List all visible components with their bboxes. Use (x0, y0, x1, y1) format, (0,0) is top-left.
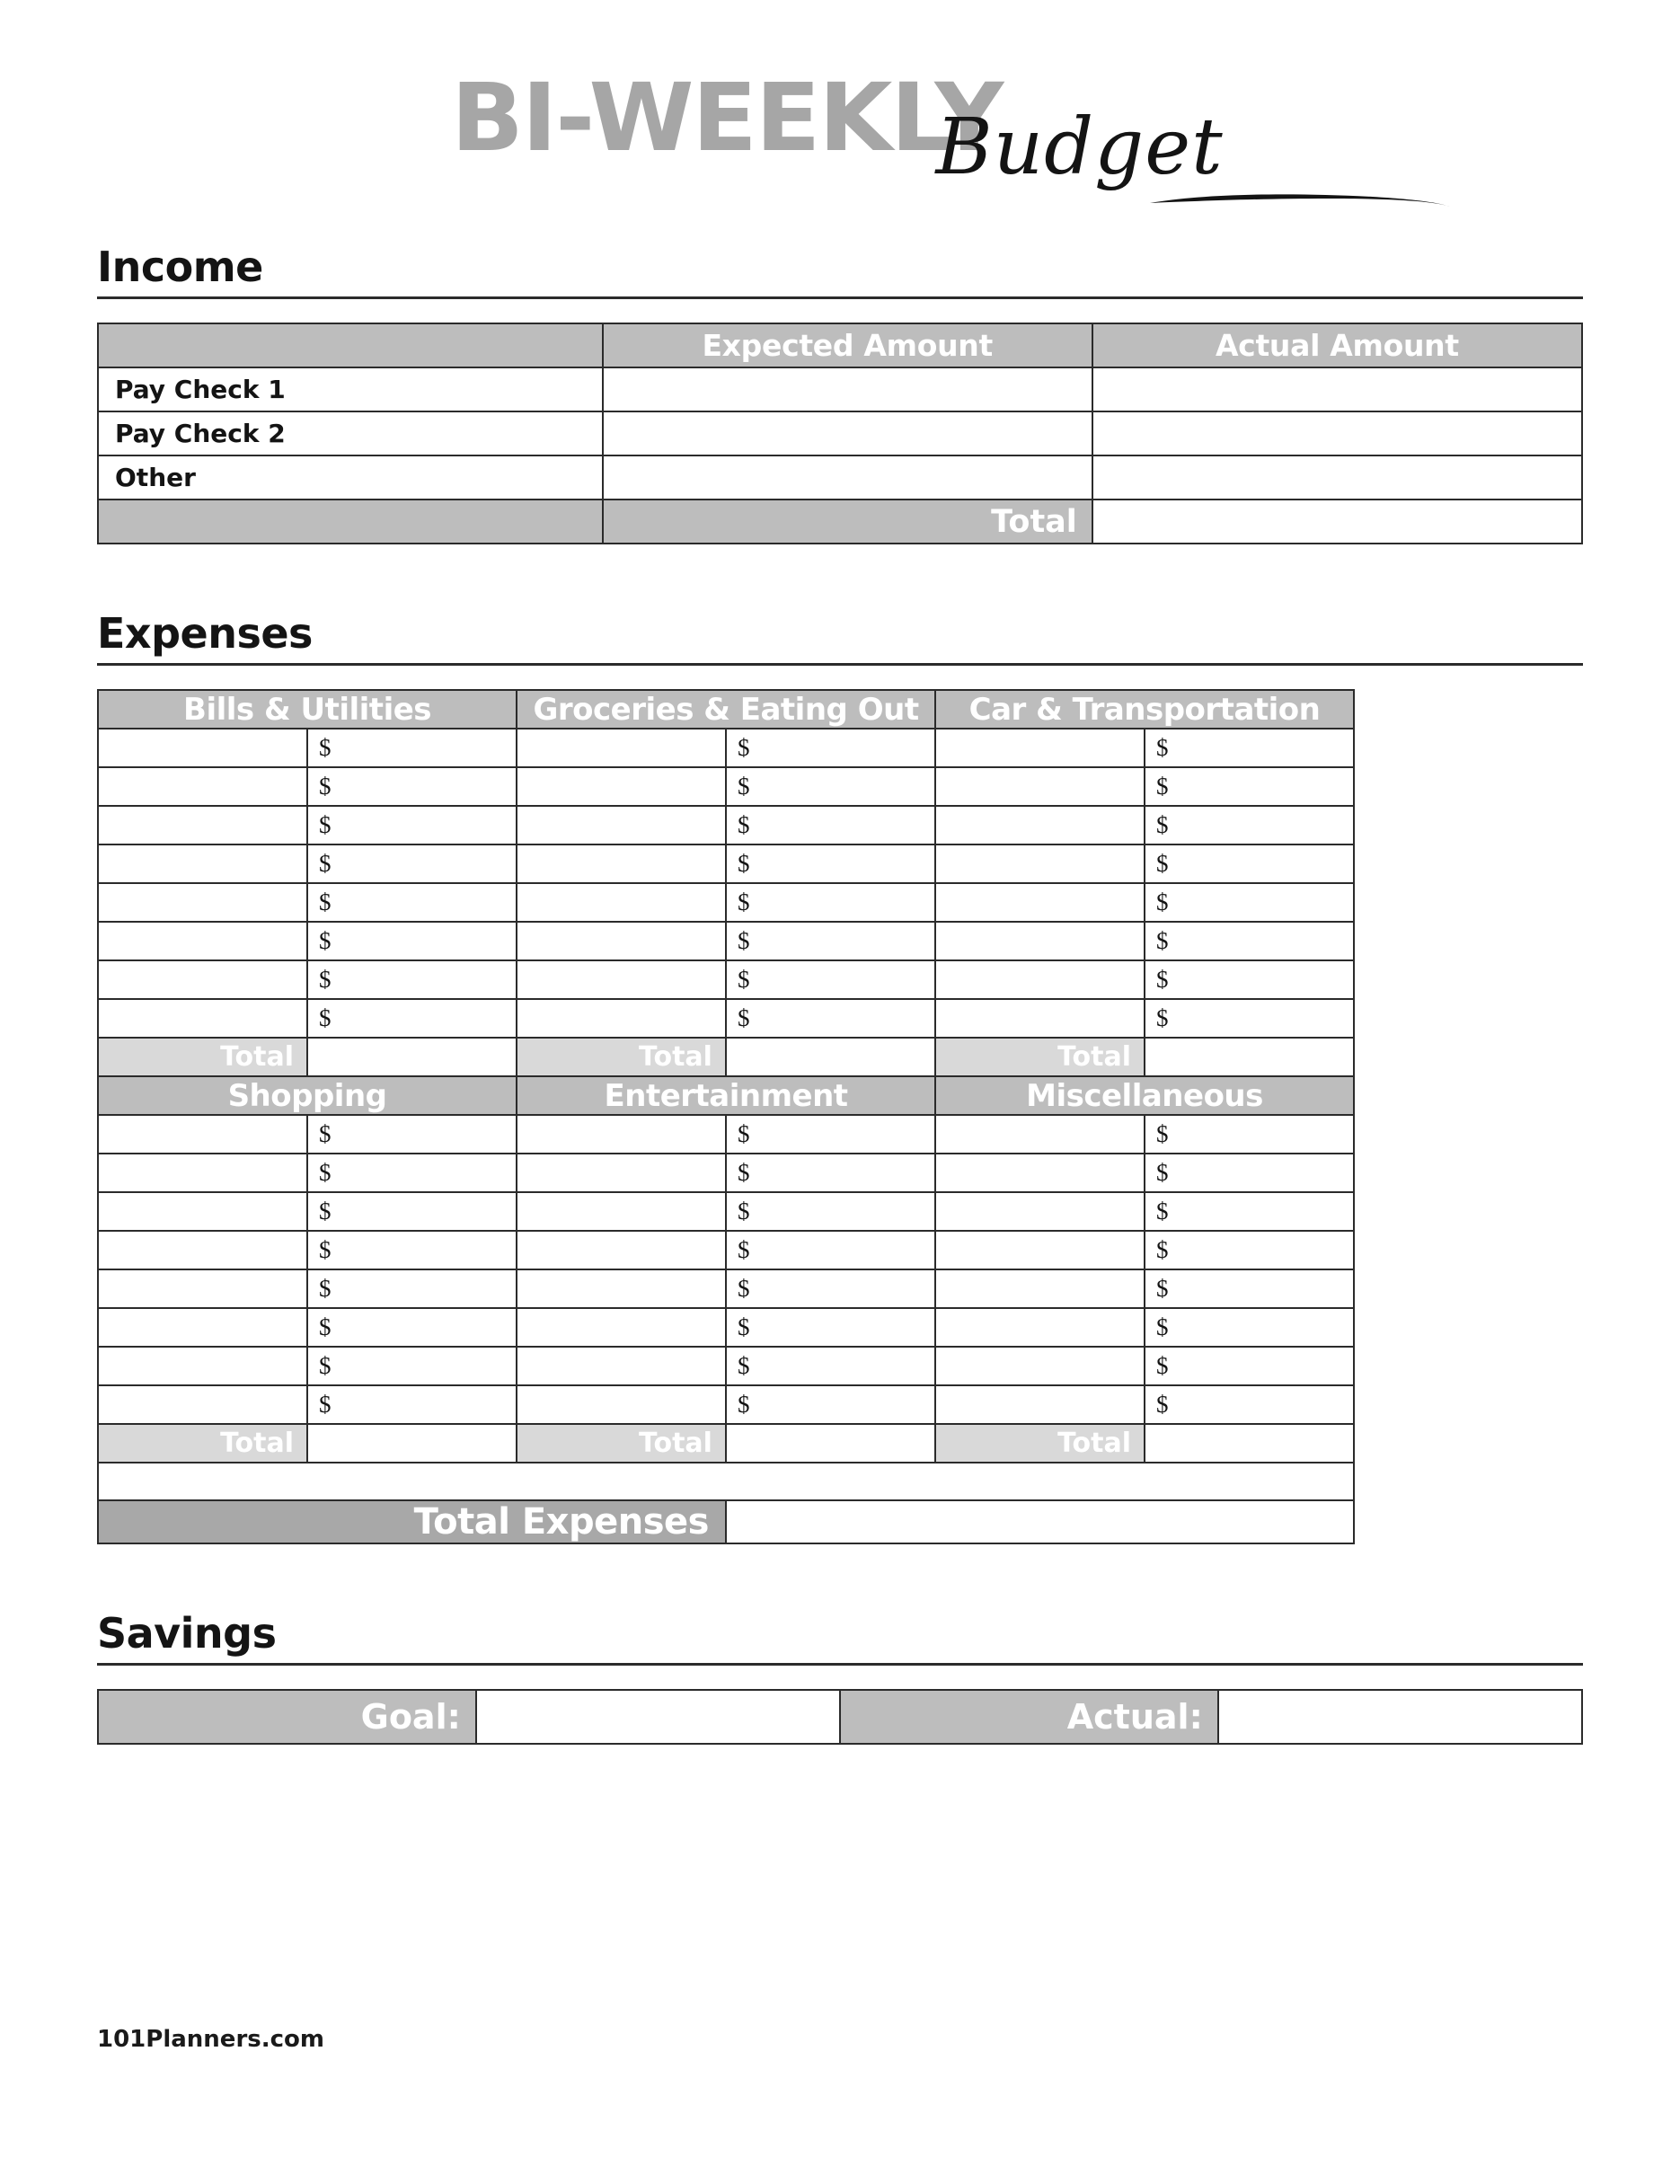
category-total-label-car: Total (935, 1038, 1145, 1076)
expense-amount-misc-8[interactable]: $ (1145, 1385, 1354, 1424)
category-total-value-car[interactable] (1145, 1038, 1354, 1076)
expense-amount-bills-2[interactable]: $ (307, 767, 517, 806)
expense-item-shopping-2[interactable] (98, 1154, 307, 1192)
expense-amount-groceries-1[interactable]: $ (726, 729, 935, 767)
expense-item-entertainment-2[interactable] (517, 1154, 726, 1192)
income-row-label-other: Other (98, 455, 603, 500)
table-row (98, 1192, 1354, 1231)
income-header-actual: Actual Amount (1092, 323, 1582, 367)
expense-item-misc-2[interactable] (935, 1154, 1145, 1192)
expense-amount-entertainment-3[interactable]: $ (726, 1192, 935, 1231)
income-heading-rule (97, 296, 1583, 299)
savings-heading: Savings (97, 1609, 277, 1658)
expense-amount-groceries-7[interactable]: $ (726, 960, 935, 999)
income-table (97, 323, 1583, 544)
expense-amount-groceries-5[interactable]: $ (726, 883, 935, 922)
expense-item-groceries-3[interactable] (517, 806, 726, 844)
expense-item-misc-1[interactable] (935, 1115, 1145, 1154)
income-actual-paycheck1[interactable] (1092, 367, 1582, 411)
expense-amount-misc-2[interactable]: $ (1145, 1154, 1354, 1192)
title-main-text: BI-WEEKLY (451, 63, 1003, 172)
expense-item-bills-8[interactable] (98, 999, 307, 1038)
category-header-car-transportation: Car & Transportation (935, 690, 1354, 729)
savings-actual-value[interactable] (1218, 1690, 1582, 1744)
expense-item-misc-5[interactable] (935, 1269, 1145, 1308)
expense-item-bills-4[interactable] (98, 844, 307, 883)
expense-item-groceries-8[interactable] (517, 999, 726, 1038)
expense-amount-car-7[interactable]: $ (1145, 960, 1354, 999)
expense-item-car-7[interactable] (935, 960, 1145, 999)
expense-amount-car-1[interactable]: $ (1145, 729, 1354, 767)
table-row (98, 1154, 1354, 1192)
income-header-blank (98, 323, 603, 367)
expense-item-shopping-5[interactable] (98, 1269, 307, 1308)
expenses-heading-rule (97, 663, 1583, 666)
expense-item-car-4[interactable] (935, 844, 1145, 883)
category-total-value-bills[interactable] (307, 1038, 517, 1076)
category-total-value-entertainment[interactable] (726, 1424, 935, 1463)
expense-amount-bills-6[interactable]: $ (307, 922, 517, 960)
expense-item-shopping-4[interactable] (98, 1231, 307, 1269)
income-header-expected: Expected Amount (603, 323, 1092, 367)
expense-amount-groceries-4[interactable]: $ (726, 844, 935, 883)
table-row (98, 960, 1354, 999)
category-total-label-bills: Total (98, 1038, 307, 1076)
income-expected-paycheck1[interactable] (603, 367, 1092, 411)
category-header-shopping: Shopping (98, 1076, 517, 1115)
savings-actual-label: Actual: (840, 1690, 1218, 1744)
expense-amount-entertainment-2[interactable]: $ (726, 1154, 935, 1192)
expense-amount-bills-5[interactable]: $ (307, 883, 517, 922)
table-row (98, 411, 1582, 455)
expense-amount-groceries-6[interactable]: $ (726, 922, 935, 960)
table-row (98, 367, 1582, 411)
expense-amount-shopping-8[interactable]: $ (307, 1385, 517, 1424)
expenses-grand-total-row (98, 1500, 1354, 1543)
income-total-row (98, 500, 1582, 544)
expense-item-misc-6[interactable] (935, 1308, 1145, 1347)
expense-amount-car-4[interactable]: $ (1145, 844, 1354, 883)
income-expected-paycheck2[interactable] (603, 411, 1092, 455)
expense-amount-shopping-7[interactable]: $ (307, 1347, 517, 1385)
table-row (98, 455, 1582, 500)
expense-amount-entertainment-8[interactable]: $ (726, 1385, 935, 1424)
expense-item-shopping-6[interactable] (98, 1308, 307, 1347)
income-total-value[interactable] (1092, 500, 1582, 544)
expense-amount-misc-3[interactable]: $ (1145, 1192, 1354, 1231)
income-heading: Income (97, 243, 263, 291)
expenses-category-header-row-2 (98, 1076, 1354, 1115)
expense-amount-groceries-2[interactable]: $ (726, 767, 935, 806)
table-row (98, 999, 1354, 1038)
expense-amount-misc-4[interactable]: $ (1145, 1231, 1354, 1269)
expense-item-groceries-1[interactable] (517, 729, 726, 767)
expense-item-entertainment-4[interactable] (517, 1231, 726, 1269)
savings-table (97, 1689, 1583, 1745)
income-total-spacer (98, 500, 603, 544)
expense-item-shopping-8[interactable] (98, 1385, 307, 1424)
table-row (98, 883, 1354, 922)
document-title (0, 0, 1680, 243)
income-expected-other[interactable] (603, 455, 1092, 500)
expense-item-groceries-2[interactable] (517, 767, 726, 806)
expense-item-entertainment-8[interactable] (517, 1385, 726, 1424)
expense-item-bills-5[interactable] (98, 883, 307, 922)
table-row (98, 1231, 1354, 1269)
expense-item-car-8[interactable] (935, 999, 1145, 1038)
expense-item-misc-3[interactable] (935, 1192, 1145, 1231)
expense-item-car-3[interactable] (935, 806, 1145, 844)
income-actual-other[interactable] (1092, 455, 1582, 500)
expense-amount-bills-7[interactable]: $ (307, 960, 517, 999)
category-total-value-groceries[interactable] (726, 1038, 935, 1076)
expense-amount-bills-4[interactable]: $ (307, 844, 517, 883)
category-header-groceries-eating-out: Groceries & Eating Out (517, 690, 935, 729)
expenses-section (97, 609, 1583, 1544)
expense-amount-car-8[interactable]: $ (1145, 999, 1354, 1038)
expense-item-entertainment-1[interactable] (517, 1115, 726, 1154)
savings-section (97, 1609, 1583, 1745)
title-script-text: Budget (935, 102, 1224, 192)
category-total-label-shopping: Total (98, 1424, 307, 1463)
total-expenses-value[interactable] (726, 1500, 1354, 1543)
expense-amount-groceries-8[interactable]: $ (726, 999, 935, 1038)
category-total-label-misc: Total (935, 1424, 1145, 1463)
expense-item-groceries-4[interactable] (517, 844, 726, 883)
expense-amount-bills-1[interactable]: $ (307, 729, 517, 767)
expense-amount-shopping-5[interactable]: $ (307, 1269, 517, 1308)
expense-item-bills-6[interactable] (98, 922, 307, 960)
category-header-entertainment: Entertainment (517, 1076, 935, 1115)
income-row-label-paycheck1: Pay Check 1 (98, 367, 603, 411)
expense-item-misc-4[interactable] (935, 1231, 1145, 1269)
total-expenses-label: Total Expenses (98, 1500, 726, 1543)
income-row-label-paycheck2: Pay Check 2 (98, 411, 603, 455)
table-row (98, 1385, 1354, 1424)
category-total-label-entertainment: Total (517, 1424, 726, 1463)
expense-amount-shopping-1[interactable]: $ (307, 1115, 517, 1154)
expense-amount-shopping-3[interactable]: $ (307, 1192, 517, 1231)
expense-item-entertainment-3[interactable] (517, 1192, 726, 1231)
expenses-spacer-cell (98, 1463, 1354, 1500)
table-row (98, 767, 1354, 806)
table-row (98, 806, 1354, 844)
expense-amount-shopping-2[interactable]: $ (307, 1154, 517, 1192)
expense-item-car-2[interactable] (935, 767, 1145, 806)
expense-item-bills-7[interactable] (98, 960, 307, 999)
table-row (98, 1269, 1354, 1308)
expense-item-entertainment-6[interactable] (517, 1308, 726, 1347)
income-total-label: Total (603, 500, 1092, 544)
expense-item-car-6[interactable] (935, 922, 1145, 960)
expense-amount-entertainment-7[interactable]: $ (726, 1347, 935, 1385)
expenses-category-header-row-1 (98, 690, 1354, 729)
expense-item-entertainment-5[interactable] (517, 1269, 726, 1308)
table-row (98, 729, 1354, 767)
savings-heading-rule (97, 1663, 1583, 1666)
expense-amount-bills-3[interactable]: $ (307, 806, 517, 844)
expense-amount-car-3[interactable]: $ (1145, 806, 1354, 844)
expense-item-groceries-7[interactable] (517, 960, 726, 999)
expense-item-shopping-1[interactable] (98, 1115, 307, 1154)
expenses-total-row-2 (98, 1424, 1354, 1463)
expense-item-bills-3[interactable] (98, 806, 307, 844)
table-row (98, 1115, 1354, 1154)
expenses-spacer-row (98, 1463, 1354, 1500)
income-section (97, 243, 1583, 544)
expense-amount-shopping-4[interactable]: $ (307, 1231, 517, 1269)
expense-amount-shopping-6[interactable]: $ (307, 1308, 517, 1347)
expense-item-groceries-6[interactable] (517, 922, 726, 960)
expense-amount-entertainment-1[interactable]: $ (726, 1115, 935, 1154)
expense-amount-entertainment-6[interactable]: $ (726, 1308, 935, 1347)
table-row (98, 844, 1354, 883)
expense-item-misc-7[interactable] (935, 1347, 1145, 1385)
expense-amount-misc-6[interactable]: $ (1145, 1308, 1354, 1347)
category-total-label-groceries: Total (517, 1038, 726, 1076)
expense-item-entertainment-7[interactable] (517, 1347, 726, 1385)
expense-item-bills-1[interactable] (98, 729, 307, 767)
income-header-row (98, 323, 1582, 367)
expense-item-groceries-5[interactable] (517, 883, 726, 922)
expenses-table (97, 689, 1355, 1544)
expense-item-bills-2[interactable] (98, 767, 307, 806)
table-row (98, 1347, 1354, 1385)
expense-item-misc-8[interactable] (935, 1385, 1145, 1424)
table-row (98, 922, 1354, 960)
savings-goal-label: Goal: (98, 1690, 476, 1744)
savings-row (98, 1690, 1582, 1744)
expense-amount-misc-5[interactable]: $ (1145, 1269, 1354, 1308)
expense-amount-bills-8[interactable]: $ (307, 999, 517, 1038)
expense-amount-misc-1[interactable]: $ (1145, 1115, 1354, 1154)
expense-amount-car-6[interactable]: $ (1145, 922, 1354, 960)
expense-amount-groceries-3[interactable]: $ (726, 806, 935, 844)
category-header-miscellaneous: Miscellaneous (935, 1076, 1354, 1115)
expense-amount-car-5[interactable]: $ (1145, 883, 1354, 922)
expense-amount-misc-7[interactable]: $ (1145, 1347, 1354, 1385)
expenses-heading: Expenses (97, 609, 313, 658)
savings-goal-value[interactable] (476, 1690, 840, 1744)
category-total-value-shopping[interactable] (307, 1424, 517, 1463)
category-header-bills-utilities: Bills & Utilities (98, 690, 517, 729)
expense-amount-entertainment-5[interactable]: $ (726, 1269, 935, 1308)
expense-item-shopping-3[interactable] (98, 1192, 307, 1231)
expense-item-car-5[interactable] (935, 883, 1145, 922)
footer-brand: 101Planners.com (97, 2026, 324, 2053)
expenses-total-row-1 (98, 1038, 1354, 1076)
income-actual-paycheck2[interactable] (1092, 411, 1582, 455)
expense-amount-car-2[interactable]: $ (1145, 767, 1354, 806)
table-row (98, 1308, 1354, 1347)
expense-amount-entertainment-4[interactable]: $ (726, 1231, 935, 1269)
expense-item-shopping-7[interactable] (98, 1347, 307, 1385)
category-total-value-misc[interactable] (1145, 1424, 1354, 1463)
expense-item-car-1[interactable] (935, 729, 1145, 767)
